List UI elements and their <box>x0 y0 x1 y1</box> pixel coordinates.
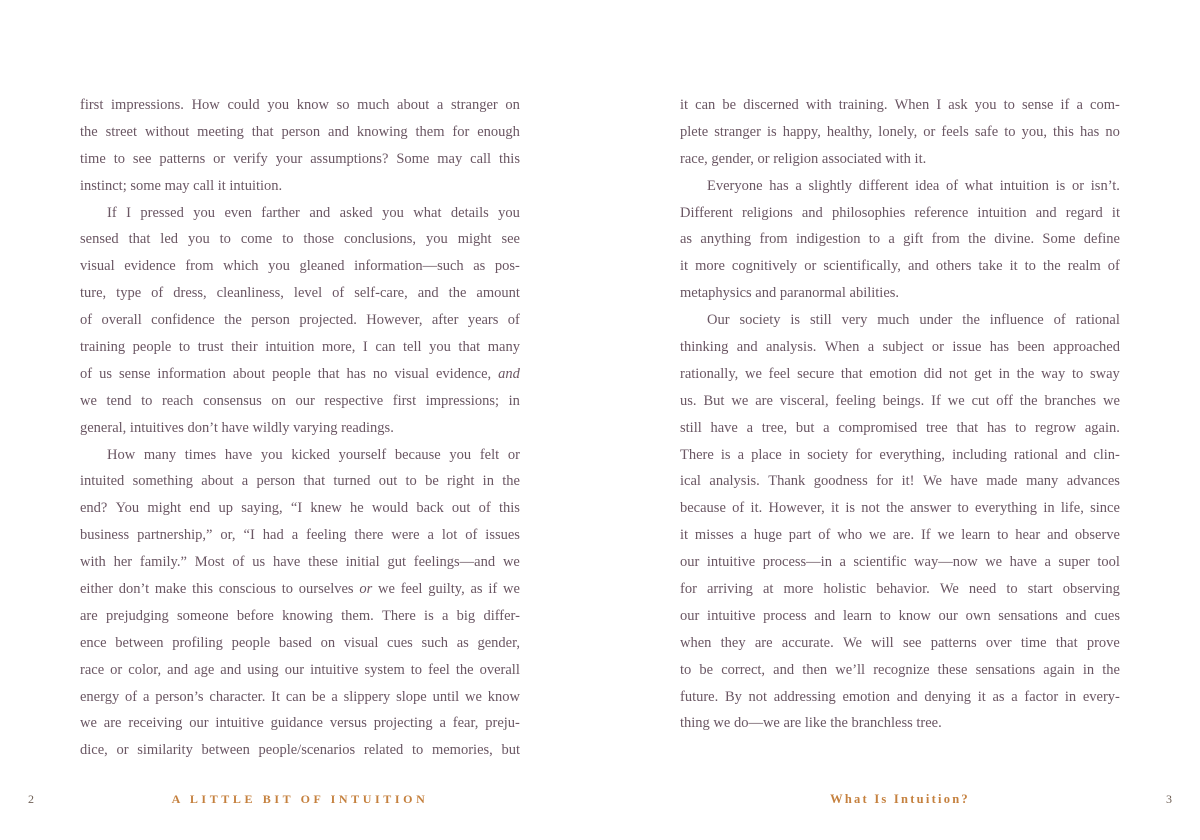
text-line: Everyone has a slightly different idea of what intuition is or isn’t. <box>707 177 1120 194</box>
paragraph <box>680 92 1120 173</box>
text-line: time to see patterns or verify your assumptions? Some may call this <box>80 150 520 167</box>
text-line: intuited something about a person that turned out to be right in the <box>80 473 520 490</box>
text-line: metaphysics and paranormal abilities. <box>680 285 900 302</box>
text-line: future. By not addressing emotion and denying it as a factor in every- <box>680 688 1120 705</box>
text-line: ture, type of dress, cleanliness, level of self-care, and the amount <box>80 285 520 302</box>
text-line: to be correct, and then we’ll recognize these sensations again in the <box>680 661 1120 678</box>
text-line: it can be discerned with training. When I ask you to sense if a com- <box>680 97 1120 113</box>
text-line: with her family.” Most of us have these initial gut feelings—and we <box>80 554 520 571</box>
text-line: are prejudging someone before knowing them. There is a big differ- <box>80 607 520 624</box>
text-line: dice, or similarity between people/scenarios related to memories, but <box>80 742 520 759</box>
text-line: still have a tree, but a compromised tree that has to regrow again. <box>680 419 1120 436</box>
text-line: when they are accurate. We will see patterns over time that prove <box>680 634 1120 651</box>
text-line: thing we do—we are like the branchless tree. <box>680 715 942 732</box>
right-page-number: 3 <box>1166 792 1172 806</box>
paragraph <box>680 173 1120 307</box>
text-line: Our society is still very much under the influence of rational <box>707 312 1120 329</box>
paragraph <box>80 442 520 765</box>
text-line: rationally, we feel secure that emotion did not get in the way to sway <box>680 365 1120 382</box>
text-line: the street without meeting that person and knowing them for enough <box>80 123 520 140</box>
paragraph <box>80 92 520 200</box>
text-line: training people to trust their intuition more, I can tell you that many <box>80 339 520 356</box>
text-line: Different religions and philosophies reference intuition and regard it <box>680 204 1120 221</box>
paragraph <box>80 200 520 442</box>
text-line: because of it. However, it is not the answer to everything in life, since <box>680 500 1120 517</box>
text-line: we tend to reach consensus on our respective first impressions; in <box>80 392 520 409</box>
text-line: we are receiving our intuitive guidance versus projecting a fear, preju- <box>80 715 520 732</box>
text-line: for arriving at more holistic behavior. We need to start observing <box>680 581 1120 598</box>
paragraph <box>680 307 1120 737</box>
text-line: thinking and analysis. When a subject or issue has been approached <box>680 339 1120 356</box>
text-line: of overall confidence the person projected. However, after years of <box>80 312 520 329</box>
text-line: visual evidence from which you gleaned information—such as pos- <box>80 258 520 275</box>
text-line: instinct; some may call it intuition. <box>80 177 283 194</box>
right-running-head: What Is Intuition? <box>830 792 970 806</box>
text-line: as anything from indigestion to a gift from the divine. Some define <box>680 231 1120 248</box>
text-line: energy of a person’s character. It can be a slippery slope until we know <box>80 688 520 705</box>
text-line: us. But we are visceral, feeling beings. If we cut off the branches we <box>680 392 1120 409</box>
text-line: general, intuitives don’t have wildly varying readings. <box>80 419 394 436</box>
text-line: How many times have you kicked yourself because you felt or <box>107 446 520 463</box>
text-line: first impressions. How could you know so much about a stranger on <box>80 97 520 113</box>
text-line: our intuitive process and learn to know our own sensations and cues <box>680 607 1120 624</box>
text-line: end? You might end up saying, “I knew he would back out of this <box>80 500 520 517</box>
right-page-body-text <box>680 92 1120 737</box>
text-line: If I pressed you even farther and asked you what details you <box>107 204 520 221</box>
text-line: our intuitive process—in a scientific way—now we have a super tool <box>680 554 1120 571</box>
text-line: race or color, and age and using our intuitive system to feel the overall <box>80 661 520 678</box>
left-running-head: A LITTLE BIT OF INTUITION <box>171 792 429 806</box>
text-line: it more cognitively or scientifically, and others take it to the realm of <box>680 258 1120 275</box>
text-line: business partnership,” or, “I had a feeling there were a lot of issues <box>80 527 520 544</box>
text-line: ence between profiling people based on visual cues such as gender, <box>80 634 520 651</box>
left-page-body-text <box>80 92 520 764</box>
text-line: race, gender, or religion associated with it. <box>680 150 927 167</box>
text-line: plete stranger is happy, healthy, lonely, or feels safe to you, this has no <box>680 123 1120 140</box>
text-line: either don’t make this conscious to ourselves or we feel guilty, as if we <box>80 581 520 598</box>
left-page-number: 2 <box>28 792 34 806</box>
text-line: sensed that led you to come to those conclusions, you might see <box>80 231 520 248</box>
text-line: There is a place in society for everything, including rational and clin- <box>680 446 1120 463</box>
text-line: it misses a huge part of who we are. If we learn to hear and observe <box>680 527 1120 544</box>
text-line: ical analysis. Thank goodness for it! We have made many advances <box>680 473 1120 490</box>
text-line: of us sense information about people that has no visual evidence, and <box>80 365 520 382</box>
